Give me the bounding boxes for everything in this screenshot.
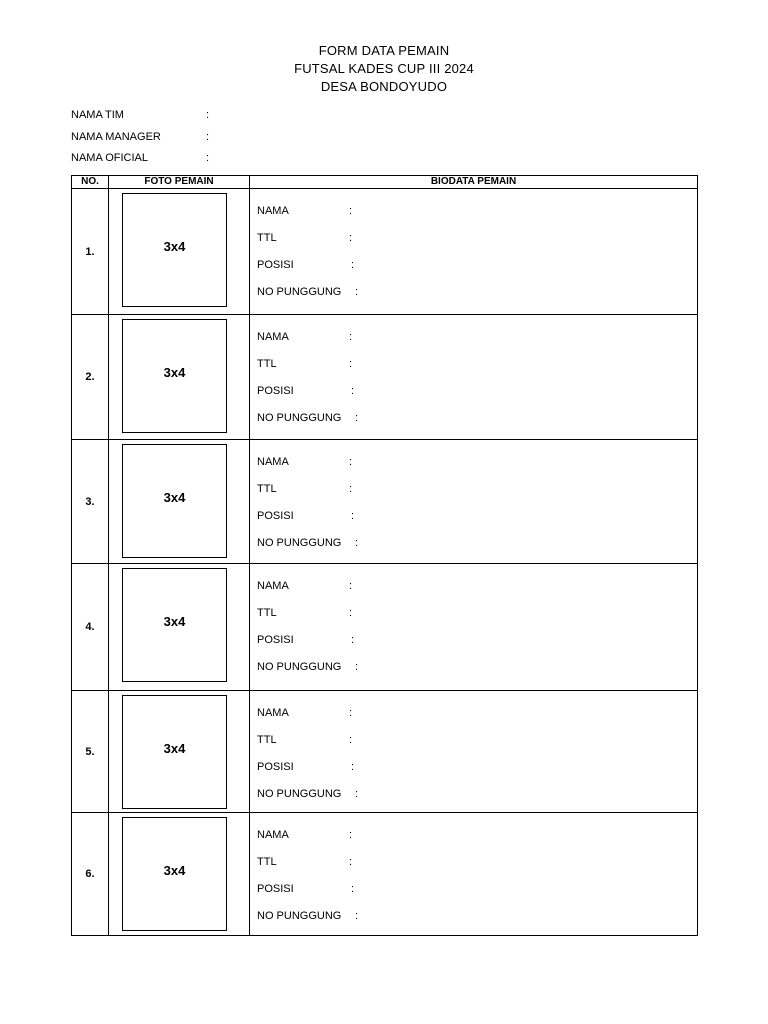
official-name-colon: : — [206, 152, 210, 164]
bio-field-colon: : — [349, 483, 353, 495]
bio-field-label: NO PUNGGUNG — [257, 537, 342, 549]
team-name-field — [71, 109, 210, 121]
bio-field-colon: : — [355, 412, 359, 424]
bio-field-label: POSISI — [257, 761, 294, 773]
table-row — [72, 440, 698, 564]
bio-field — [257, 456, 353, 468]
bio-field — [257, 788, 359, 800]
bio-field-label: NAMA — [257, 707, 289, 719]
bio-field-label: NAMA — [257, 205, 289, 217]
bio-field — [257, 232, 353, 244]
bio-field-label: POSISI — [257, 883, 294, 895]
bio-field-colon: : — [349, 205, 353, 217]
bio-field-label: POSISI — [257, 510, 294, 522]
bio-cell — [250, 315, 698, 440]
bio-field-label: TTL — [257, 358, 277, 370]
bio-field-colon: : — [349, 856, 353, 868]
bio-field-colon: : — [349, 707, 353, 719]
bio-field-colon: : — [355, 788, 359, 800]
bio-field-colon: : — [355, 661, 359, 673]
bio-field — [257, 259, 355, 271]
bio-field — [257, 510, 355, 522]
bio-field-colon: : — [351, 510, 355, 522]
table-header-row — [72, 176, 698, 189]
village-title: DESA BONDOYUDO — [320, 79, 448, 94]
bio-field — [257, 634, 355, 646]
bio-field — [257, 883, 355, 895]
bio-field-label: TTL — [257, 607, 277, 619]
bio-field-colon: : — [349, 358, 353, 370]
bio-field — [257, 707, 353, 719]
bio-field-label: NAMA — [257, 580, 289, 592]
event-title: FUTSAL KADES CUP III 2024 — [294, 61, 474, 76]
bio-field — [257, 286, 359, 298]
bio-field — [257, 829, 353, 841]
manager-name-field — [71, 131, 210, 143]
manager-name-label: NAMA MANAGER — [71, 131, 161, 143]
bio-field-label: TTL — [257, 232, 277, 244]
bio-field — [257, 205, 353, 217]
bio-field-label: NO PUNGGUNG — [257, 412, 342, 424]
bio-field-colon: : — [351, 883, 355, 895]
bio-field — [257, 537, 359, 549]
bio-field-colon: : — [351, 761, 355, 773]
bio-field-label: TTL — [257, 734, 277, 746]
photo-placeholder — [122, 193, 227, 307]
bio-field — [257, 761, 355, 773]
header-bio: BIODATA PEMAIN — [250, 176, 698, 189]
player-number: 4. — [72, 564, 109, 691]
bio-field-label: NO PUNGGUNG — [257, 910, 342, 922]
bio-field — [257, 856, 353, 868]
team-name-label: NAMA TIM — [71, 109, 124, 121]
bio-field-label: NAMA — [257, 456, 289, 468]
photo-cell — [109, 440, 250, 564]
photo-cell — [109, 691, 250, 813]
photo-size-label: 3x4 — [163, 614, 186, 629]
table-row — [72, 691, 698, 813]
bio-field-label: TTL — [257, 483, 277, 495]
photo-placeholder — [122, 817, 227, 931]
bio-field-colon: : — [349, 456, 353, 468]
header-photo: FOTO PEMAIN — [109, 176, 250, 189]
bio-field — [257, 385, 355, 397]
photo-placeholder — [122, 695, 227, 809]
player-number: 5. — [72, 691, 109, 813]
table-row — [72, 315, 698, 440]
header-no: NO. — [72, 176, 109, 189]
form-title: FORM DATA PEMAIN — [318, 43, 450, 58]
bio-field-colon: : — [355, 286, 359, 298]
photo-cell — [109, 189, 250, 315]
bio-field — [257, 661, 359, 673]
bio-field — [257, 331, 353, 343]
bio-field-colon: : — [355, 910, 359, 922]
photo-cell — [109, 315, 250, 440]
team-name-colon: : — [206, 109, 210, 121]
player-number: 1. — [72, 189, 109, 315]
bio-cell — [250, 564, 698, 691]
bio-field-label: NAMA — [257, 829, 289, 841]
photo-placeholder — [122, 319, 227, 433]
player-table — [71, 175, 698, 936]
bio-field-colon: : — [351, 634, 355, 646]
manager-name-colon: : — [206, 131, 210, 143]
bio-cell — [250, 691, 698, 813]
bio-field-colon: : — [349, 607, 353, 619]
photo-placeholder — [122, 444, 227, 558]
bio-field-label: TTL — [257, 856, 277, 868]
bio-field-label: NO PUNGGUNG — [257, 788, 342, 800]
player-number: 2. — [72, 315, 109, 440]
table-row — [72, 189, 698, 315]
bio-cell — [250, 813, 698, 936]
photo-size-label: 3x4 — [163, 239, 186, 254]
photo-cell — [109, 564, 250, 691]
photo-size-label: 3x4 — [163, 365, 186, 380]
official-name-label: NAMA OFICIAL — [71, 152, 149, 164]
bio-field-colon: : — [349, 232, 353, 244]
bio-field-label: POSISI — [257, 385, 294, 397]
bio-field-colon: : — [355, 537, 359, 549]
photo-size-label: 3x4 — [163, 741, 186, 756]
photo-size-label: 3x4 — [163, 490, 186, 505]
bio-field — [257, 607, 353, 619]
bio-field-label: NAMA — [257, 331, 289, 343]
bio-field-colon: : — [349, 580, 353, 592]
table-row — [72, 564, 698, 691]
photo-cell — [109, 813, 250, 936]
bio-cell — [250, 189, 698, 315]
photo-size-label: 3x4 — [163, 863, 186, 878]
bio-field-label: NO PUNGGUNG — [257, 286, 342, 298]
bio-cell — [250, 440, 698, 564]
bio-field-colon: : — [349, 331, 353, 343]
bio-field-label: POSISI — [257, 259, 294, 271]
bio-field-colon: : — [349, 734, 353, 746]
bio-field-label: NO PUNGGUNG — [257, 661, 342, 673]
photo-placeholder — [122, 568, 227, 682]
bio-field — [257, 580, 353, 592]
player-number: 3. — [72, 440, 109, 564]
player-number: 6. — [72, 813, 109, 936]
bio-field-colon: : — [351, 259, 355, 271]
bio-field — [257, 358, 353, 370]
official-name-field — [71, 152, 210, 164]
bio-field-colon: : — [351, 385, 355, 397]
bio-field — [257, 734, 353, 746]
bio-field — [257, 483, 353, 495]
bio-field — [257, 910, 359, 922]
bio-field-colon: : — [349, 829, 353, 841]
bio-field — [257, 412, 359, 424]
bio-field-label: POSISI — [257, 634, 294, 646]
table-row — [72, 813, 698, 936]
